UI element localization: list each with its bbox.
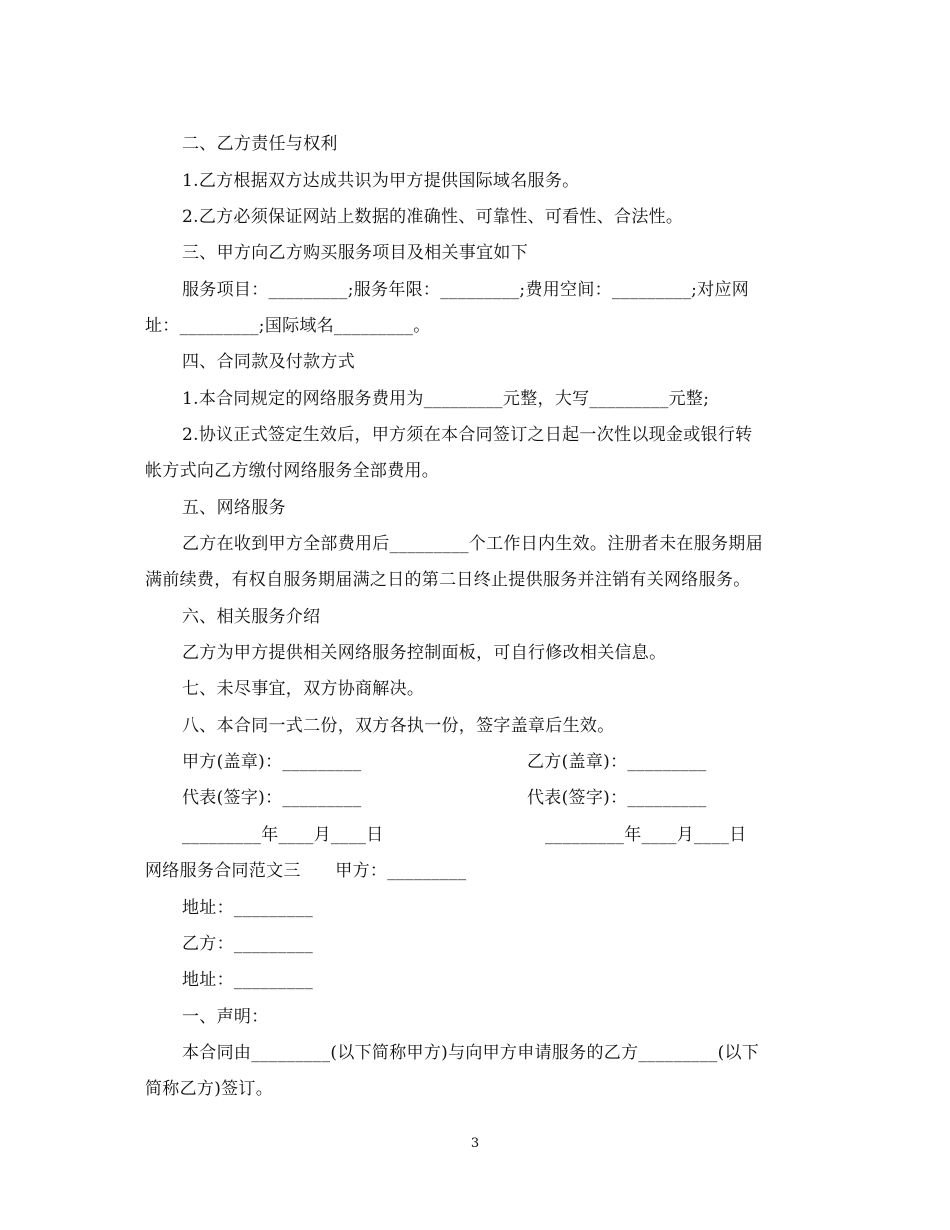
party-b-seal: 乙方(盖章)：_________ [527, 752, 707, 772]
heading-purchase-items: 三、甲方向乙方购买服务项目及相关事宜如下 [182, 243, 528, 263]
address-field: 地址：_________ [182, 970, 314, 990]
paragraph: 乙方在收到甲方全部费用后_________个工作日内生效。注册者未在服务期届 [182, 534, 763, 554]
address-field: 地址：_________ [182, 898, 314, 918]
rep-a-signature: 代表(签字)：_________ [182, 788, 362, 808]
paragraph: 1.本合同规定的网络服务费用为_________元整，大写_________元整; [182, 389, 710, 409]
paragraph-continuation: 满前续费，有权自服务期届满之日的第二日终止提供服务并注销有关网络服务。 [145, 570, 751, 590]
heading-related-services: 六、相关服务介绍 [182, 607, 321, 627]
paragraph: 本合同由_________(以下简称甲方)与向甲方申请服务的乙方_________(以下 [182, 1043, 760, 1063]
heading-network-service: 五、网络服务 [182, 498, 286, 518]
paragraph-continuation: 帐方式向乙方缴付网络服务全部费用。 [145, 461, 440, 481]
heading-payment: 四、合同款及付款方式 [182, 352, 355, 372]
paragraph: 1.乙方根据双方达成共识为甲方提供国际域名服务。 [182, 171, 580, 191]
page-number: 3 [470, 1136, 480, 1151]
heading-party-b-duties: 二、乙方责任与权利 [182, 134, 338, 154]
date-a: _________年____月____日 [182, 825, 384, 845]
paragraph: 2.协议正式签定生效后，甲方须在本合同签订之日起一次性以现金或银行转 [182, 425, 753, 445]
date-b: _________年____月____日 [545, 825, 747, 845]
paragraph: 2.乙方必须保证网站上数据的准确性、可靠性、可看性、合法性。 [182, 207, 684, 227]
rep-b-signature: 代表(签字)：_________ [527, 788, 707, 808]
paragraph-continuation: 简称乙方)签订。 [145, 1079, 274, 1099]
paragraph: 服务项目：_________;服务年限：_________;费用空间：_________;对应网 [182, 280, 750, 300]
heading-copies: 八、本合同一式二份，双方各执一份，签字盖章后生效。 [182, 716, 615, 736]
party-a-seal: 甲方(盖章)：_________ [182, 752, 362, 772]
paragraph-continuation: 址：_________;国际域名_________。 [145, 316, 431, 336]
section-title: 网络服务合同范文三 甲方：_________ [145, 861, 467, 881]
paragraph: 乙方为甲方提供相关网络服务控制面板，可自行修改相关信息。 [182, 643, 667, 663]
heading-unfinished-matters: 七、未尽事宜，双方协商解决。 [182, 679, 425, 699]
heading-declaration: 一、声明： [182, 1007, 269, 1027]
party-b-field: 乙方：_________ [182, 934, 314, 954]
